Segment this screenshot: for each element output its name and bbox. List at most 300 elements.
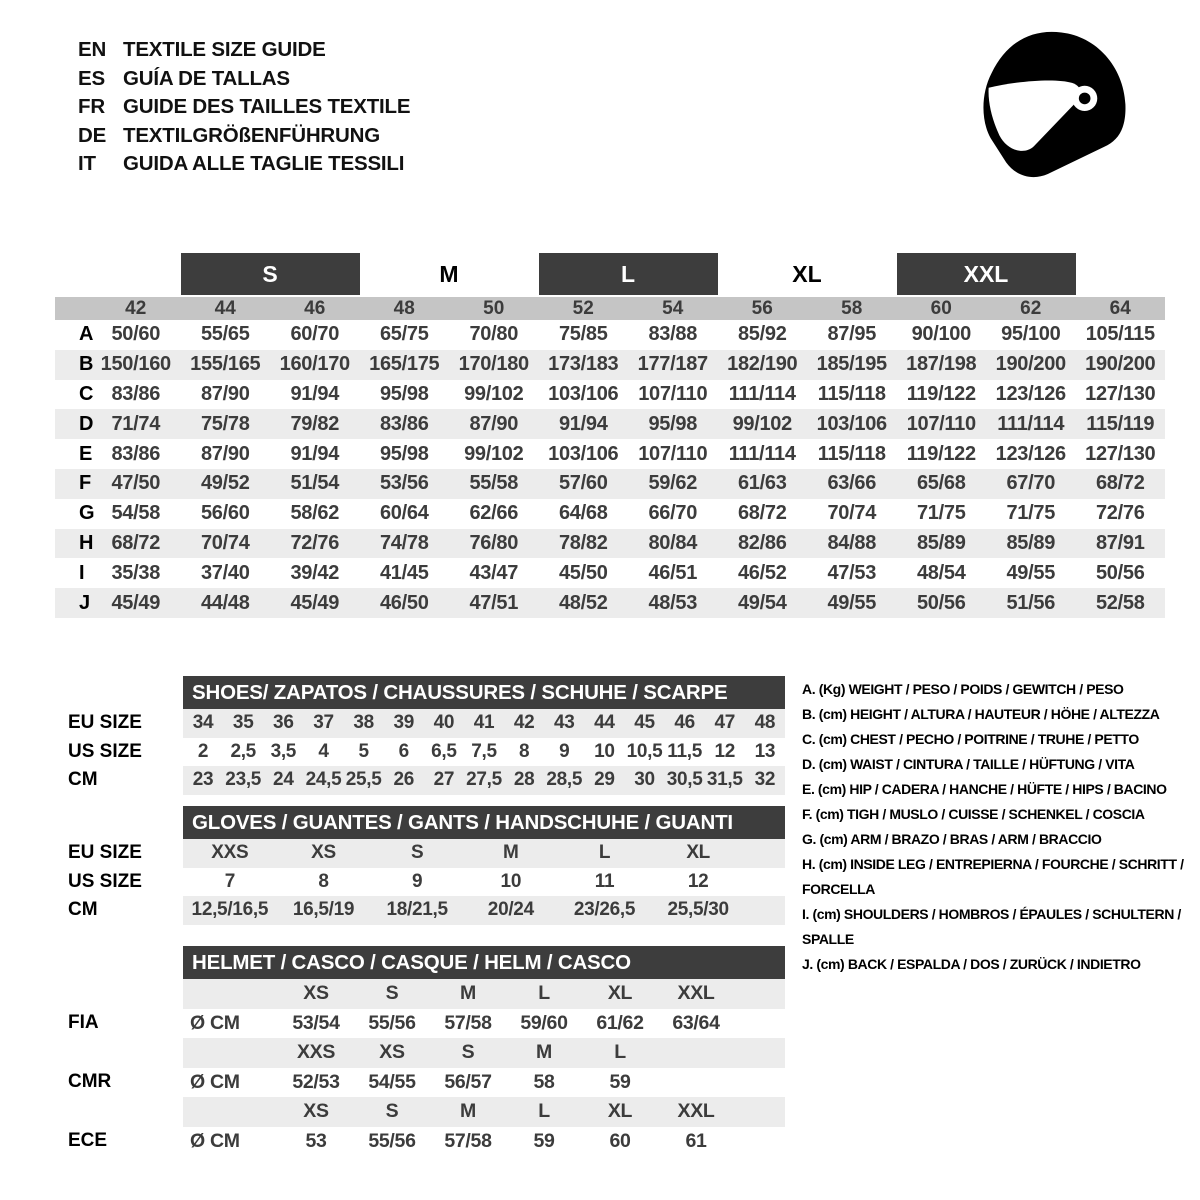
row-letter: E (79, 442, 93, 465)
shoes-size-cell: 40 (433, 712, 455, 734)
gloves-size-cell: L (598, 842, 611, 864)
measurement-cell: 177/187 (637, 353, 708, 376)
shoes-size-cell: 2 (197, 740, 209, 762)
helmet-size-cell: 52/53 (292, 1070, 340, 1093)
shoes-size-cell: 39 (393, 712, 414, 734)
measurement-cell: 59/62 (648, 472, 698, 495)
shoes-size-cell: 23 (192, 769, 214, 791)
measurement-row (55, 558, 1165, 588)
gloves-size-cell: 20/24 (487, 899, 534, 921)
gloves-row (68, 896, 785, 925)
measurement-cell: 119/122 (906, 382, 976, 405)
measurement-cell: 68/72 (1095, 472, 1145, 495)
size-group-label (897, 253, 1076, 295)
measurement-cell: 115/118 (817, 382, 886, 405)
helmet-size-header-row (68, 979, 785, 1009)
measurement-cell: 71/74 (111, 412, 161, 435)
helmet-values (183, 1127, 785, 1157)
row-letter: C (79, 382, 94, 405)
measurement-row (55, 469, 1165, 499)
measurement-cell: 47/51 (469, 591, 519, 614)
measurement-cell: 35/38 (111, 561, 161, 584)
measurement-cell: 63/66 (827, 472, 877, 495)
measurement-cell: 46/51 (648, 561, 698, 584)
helmet-size-labels (183, 1038, 785, 1068)
language-code: EN (78, 38, 107, 61)
legend-line: D. (cm) WAIST / CINTURA / TAILLE / HÜFTUNG / VITA (802, 756, 1135, 772)
shoes-size-cell: 31,5 (706, 769, 743, 791)
measurement-cell: 182/190 (727, 353, 798, 376)
measurement-cell: 53/56 (379, 472, 429, 495)
numeric-size: 62 (1020, 297, 1042, 319)
shoes-size-cell: 41 (473, 712, 495, 734)
measurement-cell: 62/66 (469, 502, 519, 525)
shoes-size-cell: 47 (714, 712, 736, 734)
helmet-size-cell: 58 (533, 1070, 555, 1093)
measurement-cell: 85/89 (916, 531, 966, 554)
language-code: FR (78, 95, 105, 118)
helmet-value-row (68, 1127, 785, 1157)
shoes-size-cell: 4 (318, 740, 329, 762)
measurement-cell: 46/52 (737, 561, 787, 584)
measurement-cell: 95/100 (1001, 323, 1061, 346)
helmet-values (183, 1068, 785, 1098)
measurement-cell: 50/60 (111, 323, 161, 346)
helmet-label-spacer (68, 1038, 183, 1068)
measurement-cell: 65/68 (916, 472, 966, 495)
shoes-size-cell: 3,5 (270, 740, 297, 762)
language-title-list (78, 36, 410, 179)
measurement-cell: 99/102 (464, 382, 524, 405)
measurement-cell: 67/70 (1006, 472, 1056, 495)
helmet-size-label: M (460, 1100, 476, 1123)
measurement-cell: 60/70 (290, 323, 340, 346)
gloves-size-cell: M (503, 842, 519, 864)
measurement-cell: 51/56 (1006, 591, 1056, 614)
gloves-row (68, 839, 785, 868)
helmet-standard-group (68, 979, 785, 1038)
measurement-cell: 45/49 (111, 591, 161, 614)
numeric-size: 50 (483, 297, 505, 319)
measurement-cell: 84/88 (827, 531, 877, 554)
measurement-cell: 66/70 (648, 502, 698, 525)
measurement-cell: 82/86 (737, 531, 787, 554)
shoes-section-title: SHOES/ ZAPATOS / CHAUSSURES / SCHUHE / SCARPE (192, 680, 728, 704)
measurement-cell: 48/53 (648, 591, 698, 614)
helmet-size-cell: 53/54 (292, 1011, 340, 1034)
measurement-cell: 39/42 (290, 561, 340, 584)
size-group-label (718, 253, 897, 295)
measurement-cell: 107/110 (638, 382, 708, 405)
legend-line: I. (cm) SHOULDERS / HOMBROS / ÉPAULES / SCHULTERN / SPALLE (802, 906, 1181, 947)
shoes-size-cell: 13 (754, 740, 776, 762)
measurement-cell: 54/58 (111, 502, 161, 525)
legend-line: F. (cm) TIGH / MUSLO / CUISSE / SCHENKEL / COSCIA (802, 806, 1145, 822)
language-row (78, 150, 410, 179)
helmet-size-label: S (385, 1100, 399, 1123)
row-letter: B (79, 353, 94, 376)
measurement-row (55, 380, 1165, 410)
measurement-cell: 68/72 (737, 502, 787, 525)
shoes-size-cell: 36 (273, 712, 294, 734)
measurement-cell: 155/165 (190, 353, 261, 376)
numeric-size: 52 (572, 297, 594, 319)
helmet-size-label: XXS (296, 1041, 336, 1064)
measurement-legend (802, 677, 1200, 977)
guide-title: GUÍA DE TALLAS (123, 66, 290, 90)
gloves-size-table (68, 806, 785, 925)
helmet-size-label: L (538, 982, 550, 1005)
shoes-size-cell: 28,5 (546, 769, 583, 791)
shoes-size-cell: 30,5 (666, 769, 703, 791)
shoes-row-values (183, 738, 785, 767)
measurement-cell: 83/86 (111, 442, 161, 465)
shoes-size-cell: 5 (358, 740, 369, 762)
helmet-size-label: XS (303, 1100, 329, 1123)
measurement-cell: 65/75 (379, 323, 429, 346)
measurement-cell: 72/76 (1095, 502, 1145, 525)
helmet-size-cell: 61 (685, 1129, 707, 1152)
legend-line: A. (Kg) WEIGHT / PESO / POIDS / GEWITCH / PESO (802, 681, 1124, 697)
size-group-label (539, 253, 718, 295)
measurement-cell: 87/95 (827, 323, 877, 346)
helmet-size-cell: 57/58 (444, 1129, 492, 1152)
shoes-row (68, 709, 785, 738)
measurement-row (55, 350, 1165, 380)
gloves-row-values (183, 839, 785, 868)
shoes-size-cell: 27,5 (466, 769, 502, 791)
measurement-cell: 173/183 (548, 353, 619, 376)
measurement-cell: 170/180 (458, 353, 529, 376)
numeric-size: 58 (841, 297, 863, 319)
language-row (78, 122, 410, 151)
shoes-size-cell: 27 (433, 769, 455, 791)
helmet-standard-label: ECE (68, 1130, 108, 1152)
language-row (78, 36, 410, 65)
numeric-size: 46 (304, 297, 326, 319)
gloves-size-cell: 9 (412, 870, 423, 892)
measurement-cell: 127/130 (1085, 442, 1156, 465)
measurement-cell: 95/98 (648, 412, 698, 435)
measurement-row (55, 439, 1165, 469)
measurement-cell: 87/91 (1095, 531, 1145, 554)
gloves-size-cell: XL (686, 842, 710, 864)
measurement-cell: 50/56 (916, 591, 966, 614)
row-letter: A (79, 323, 94, 346)
numeric-size-row (55, 297, 1165, 320)
measurement-cell: 47/50 (111, 472, 161, 495)
shoes-row-values (183, 709, 785, 738)
helmet-size-label: XS (303, 982, 329, 1005)
helmet-value-row (68, 1009, 785, 1039)
measurement-cell: 111/114 (997, 412, 1065, 435)
measurement-cell: 95/98 (379, 382, 429, 405)
measurement-cell: 123/126 (995, 382, 1066, 405)
helmet-size-cell: 54/55 (368, 1070, 416, 1093)
legend-line: G. (cm) ARM / BRAZO / BRAS / ARM / BRACCIO (802, 831, 1102, 847)
measurement-cell: 48/54 (916, 561, 966, 584)
measurement-cell: 49/55 (827, 591, 877, 614)
measurement-cell: 127/130 (1085, 382, 1156, 405)
shoes-size-cell: 29 (594, 769, 615, 791)
measurement-cell: 49/52 (200, 472, 250, 495)
numeric-size: 54 (662, 297, 684, 319)
shoes-size-cell: 30 (634, 769, 655, 791)
language-row (78, 65, 410, 94)
measurement-cell: 190/200 (995, 353, 1066, 376)
helmet-values (183, 1009, 785, 1039)
shoes-size-cell: 44 (594, 712, 615, 734)
measurement-cell: 83/86 (111, 382, 161, 405)
measurement-cell: 71/75 (1006, 502, 1056, 525)
measurement-cell: 99/102 (732, 412, 792, 435)
size-group-header-row (55, 253, 1165, 295)
row-letter: F (79, 472, 91, 495)
measurement-cell: 85/92 (737, 323, 787, 346)
language-row (78, 93, 410, 122)
measurement-row (55, 529, 1165, 559)
size-group-text: XXL (963, 260, 1009, 287)
measurement-cell: 85/89 (1006, 531, 1056, 554)
gloves-size-cell: 8 (318, 870, 329, 892)
measurement-cell: 70/80 (469, 323, 519, 346)
numeric-size: 44 (214, 297, 236, 319)
helmet-standard-group (68, 1097, 785, 1156)
measurement-cell: 103/106 (816, 412, 887, 435)
shoes-row (68, 738, 785, 767)
measurement-cell: 44/48 (200, 591, 250, 614)
gloves-size-cell: XS (311, 842, 336, 864)
shoes-row-label: CM (68, 769, 98, 791)
measurement-cell: 91/94 (290, 382, 340, 405)
measurement-cell: 80/84 (648, 531, 698, 554)
size-group-text: S (262, 260, 278, 287)
helmet-size-label: XL (607, 1100, 633, 1123)
numeric-size: 48 (393, 297, 415, 319)
gloves-row-label: CM (68, 899, 98, 921)
measurement-cell: 107/110 (906, 412, 976, 435)
helmet-size-label: S (461, 1041, 475, 1064)
measurement-cell: 83/86 (379, 412, 429, 435)
shoes-size-cell: 23,5 (225, 769, 262, 791)
helmet-unit-label: Ø CM (190, 1129, 240, 1152)
measurement-cell: 87/90 (200, 382, 250, 405)
measurement-cell: 55/58 (469, 472, 519, 495)
language-code: DE (78, 123, 107, 147)
helmet-unit-label: Ø CM (190, 1011, 240, 1034)
measurement-cell: 43/47 (469, 561, 519, 584)
measurement-cell: 83/88 (648, 323, 698, 346)
measurement-cell: 37/40 (200, 561, 250, 584)
helmet-size-cell: 59/60 (520, 1011, 568, 1034)
legend-line: C. (cm) CHEST / PECHO / POITRINE / TRUHE / PETTO (802, 731, 1139, 747)
legend-line: J. (cm) BACK / ESPALDA / DOS / ZURÜCK / INDIETRO (802, 956, 1141, 972)
measurement-cell: 51/54 (290, 472, 340, 495)
size-group-label (360, 253, 539, 295)
helmet-size-cell: 59 (533, 1129, 555, 1152)
helmet-size-labels (183, 979, 785, 1009)
measurement-row (55, 320, 1165, 350)
gloves-size-cell: 25,5/30 (667, 899, 729, 921)
helmet-standard-label: FIA (68, 1012, 99, 1034)
shoes-size-cell: 9 (559, 740, 570, 762)
shoes-rows (68, 709, 785, 795)
helmet-size-cell: 55/56 (368, 1011, 416, 1034)
measurement-cell: 103/106 (548, 382, 619, 405)
helmet-size-label: XL (607, 982, 633, 1005)
row-letter: D (79, 412, 94, 435)
shoes-row (68, 766, 785, 795)
measurement-cell: 91/94 (558, 412, 608, 435)
helmet-label-spacer (68, 1097, 183, 1127)
measurement-cell: 49/55 (1006, 561, 1056, 584)
gloves-size-cell: 11 (594, 870, 615, 892)
gloves-section-header (183, 806, 785, 839)
gloves-size-cell: 23/26,5 (573, 899, 636, 921)
shoes-size-cell: 7,5 (471, 740, 497, 762)
helmet-size-cell: 59 (609, 1070, 631, 1093)
helmet-label-spacer (68, 979, 183, 1009)
size-group-text: L (620, 260, 636, 287)
measurement-cell: 61/63 (737, 472, 787, 495)
helmet-size-cell: 63/64 (672, 1011, 720, 1034)
row-letter: H (79, 531, 94, 554)
measurement-cell: 50/56 (1095, 561, 1145, 584)
helmet-section-header (183, 946, 785, 979)
measurement-cell: 87/90 (469, 412, 519, 435)
measurement-cell: 49/54 (737, 591, 787, 614)
shoes-size-cell: 6,5 (431, 740, 457, 762)
measurement-cell: 111/114 (728, 442, 796, 465)
measurement-cell: 76/80 (469, 531, 519, 554)
measurement-cell: 60/64 (379, 502, 429, 525)
language-code: IT (78, 152, 96, 175)
measurement-cell: 160/170 (279, 353, 350, 376)
measurement-cell: 70/74 (200, 531, 250, 554)
measurement-cell: 55/65 (200, 323, 250, 346)
gloves-row-label: US SIZE (68, 870, 142, 892)
shoes-size-cell: 2,5 (230, 740, 256, 762)
shoes-size-cell: 6 (398, 740, 409, 762)
gloves-size-cell: 16,5/19 (292, 899, 355, 921)
legend-line: H. (cm) INSIDE LEG / ENTREPIERNA / FOURCHE / SCHRITT / FORCELLA (802, 856, 1184, 897)
measurement-cell: 123/126 (995, 442, 1066, 465)
measurement-cell: 68/72 (111, 531, 161, 554)
language-code: ES (78, 66, 105, 90)
measurement-cell: 111/114 (728, 382, 796, 405)
measurement-cell: 90/100 (911, 323, 971, 346)
measurement-cell: 150/160 (100, 353, 171, 376)
shoes-row-label: US SIZE (68, 740, 142, 762)
shoes-size-cell: 45 (634, 712, 655, 734)
measurement-cell: 70/74 (827, 502, 877, 525)
gloves-row-values (183, 868, 785, 897)
measurement-cell: 91/94 (290, 442, 340, 465)
measurement-cell: 47/53 (827, 561, 877, 584)
measurement-cell: 41/45 (379, 561, 429, 584)
shoes-size-cell: 26 (393, 769, 414, 791)
shoes-size-cell: 11,5 (667, 740, 703, 762)
measurement-cell: 115/118 (817, 442, 886, 465)
helmet-size-cell: 53 (305, 1129, 327, 1152)
shoes-row-values (183, 766, 785, 795)
helmet-size-labels (183, 1097, 785, 1127)
shoes-size-cell: 32 (754, 769, 776, 791)
legend-line: B. (cm) HEIGHT / ALTURA / HAUTEUR / HÖHE / ALTEZZA (802, 706, 1160, 722)
helmet-value-row (68, 1068, 785, 1098)
shoes-size-cell: 25,5 (345, 769, 382, 791)
measurement-cell: 79/82 (290, 412, 340, 435)
shoes-section-header (183, 676, 785, 709)
measurement-cell: 74/78 (379, 531, 429, 554)
measurement-cell: 56/60 (200, 502, 250, 525)
measurement-cell: 87/90 (200, 442, 250, 465)
shoes-row-label: EU SIZE (68, 712, 142, 734)
shoes-size-cell: 24 (273, 769, 294, 791)
helmet-size-label: XS (379, 1041, 405, 1064)
guide-title: TEXTILE SIZE GUIDE (123, 38, 326, 61)
measurement-cell: 48/52 (558, 591, 608, 614)
gloves-size-cell: 12,5/16,5 (191, 899, 269, 921)
measurement-cell: 46/50 (379, 591, 429, 614)
racing-helmet-icon (978, 27, 1138, 195)
gloves-size-cell: XXS (211, 842, 249, 864)
gloves-size-cell: 7 (224, 870, 235, 892)
gloves-size-cell: 18/21,5 (386, 899, 448, 921)
size-group-text: XL (792, 260, 822, 287)
textile-size-table (55, 253, 1165, 618)
helmet-size-cell: 60 (609, 1129, 631, 1152)
gloves-size-cell: 10 (500, 870, 522, 892)
gloves-row-values (183, 896, 785, 925)
measurement-cell: 75/78 (200, 412, 250, 435)
row-letter: G (79, 502, 95, 525)
guide-title: TEXTILGRÖßENFÜHRUNG (123, 123, 380, 147)
guide-title: GUIDE DES TAILLES TEXTILE (123, 95, 411, 118)
helmet-size-label: M (536, 1041, 552, 1064)
legend-line: E. (cm) HIP / CADERA / HANCHE / HÜFTE / HIPS / BACINO (802, 781, 1167, 797)
helmet-standard-label: CMR (68, 1071, 112, 1093)
helmet-size-header-row (68, 1038, 785, 1068)
shoes-size-cell: 8 (518, 740, 530, 762)
numeric-size: 56 (751, 297, 773, 319)
helmet-unit-label: Ø CM (190, 1070, 240, 1093)
guide-title: GUIDA ALLE TAGLIE TESSILI (123, 152, 405, 175)
gloves-size-cell: 12 (687, 870, 709, 892)
shoes-size-cell: 42 (513, 712, 535, 734)
measurement-cell: 75/85 (558, 323, 608, 346)
measurement-cell: 107/110 (638, 442, 708, 465)
row-letter: J (79, 591, 90, 614)
measurement-cell: 52/58 (1095, 591, 1145, 614)
measurement-cell: 190/200 (1085, 353, 1156, 376)
helmet-size-label: S (385, 982, 399, 1005)
gloves-rows (68, 839, 785, 925)
helmet-size-label: XXL (677, 1100, 715, 1123)
gloves-row-label: EU SIZE (68, 842, 142, 864)
helmet-standard-group (68, 1038, 785, 1097)
gloves-row (68, 868, 785, 897)
measurement-row (55, 409, 1165, 439)
shoes-size-cell: 34 (192, 712, 214, 734)
helmet-size-cell: 61/62 (596, 1011, 644, 1034)
measurement-cell: 115/119 (1086, 412, 1155, 435)
helmet-size-label: XXL (677, 982, 715, 1005)
shoes-size-cell: 24,5 (305, 769, 342, 791)
shoes-size-cell: 48 (754, 712, 776, 734)
measurement-cell: 71/75 (916, 502, 966, 525)
shoes-size-cell: 37 (313, 712, 334, 734)
